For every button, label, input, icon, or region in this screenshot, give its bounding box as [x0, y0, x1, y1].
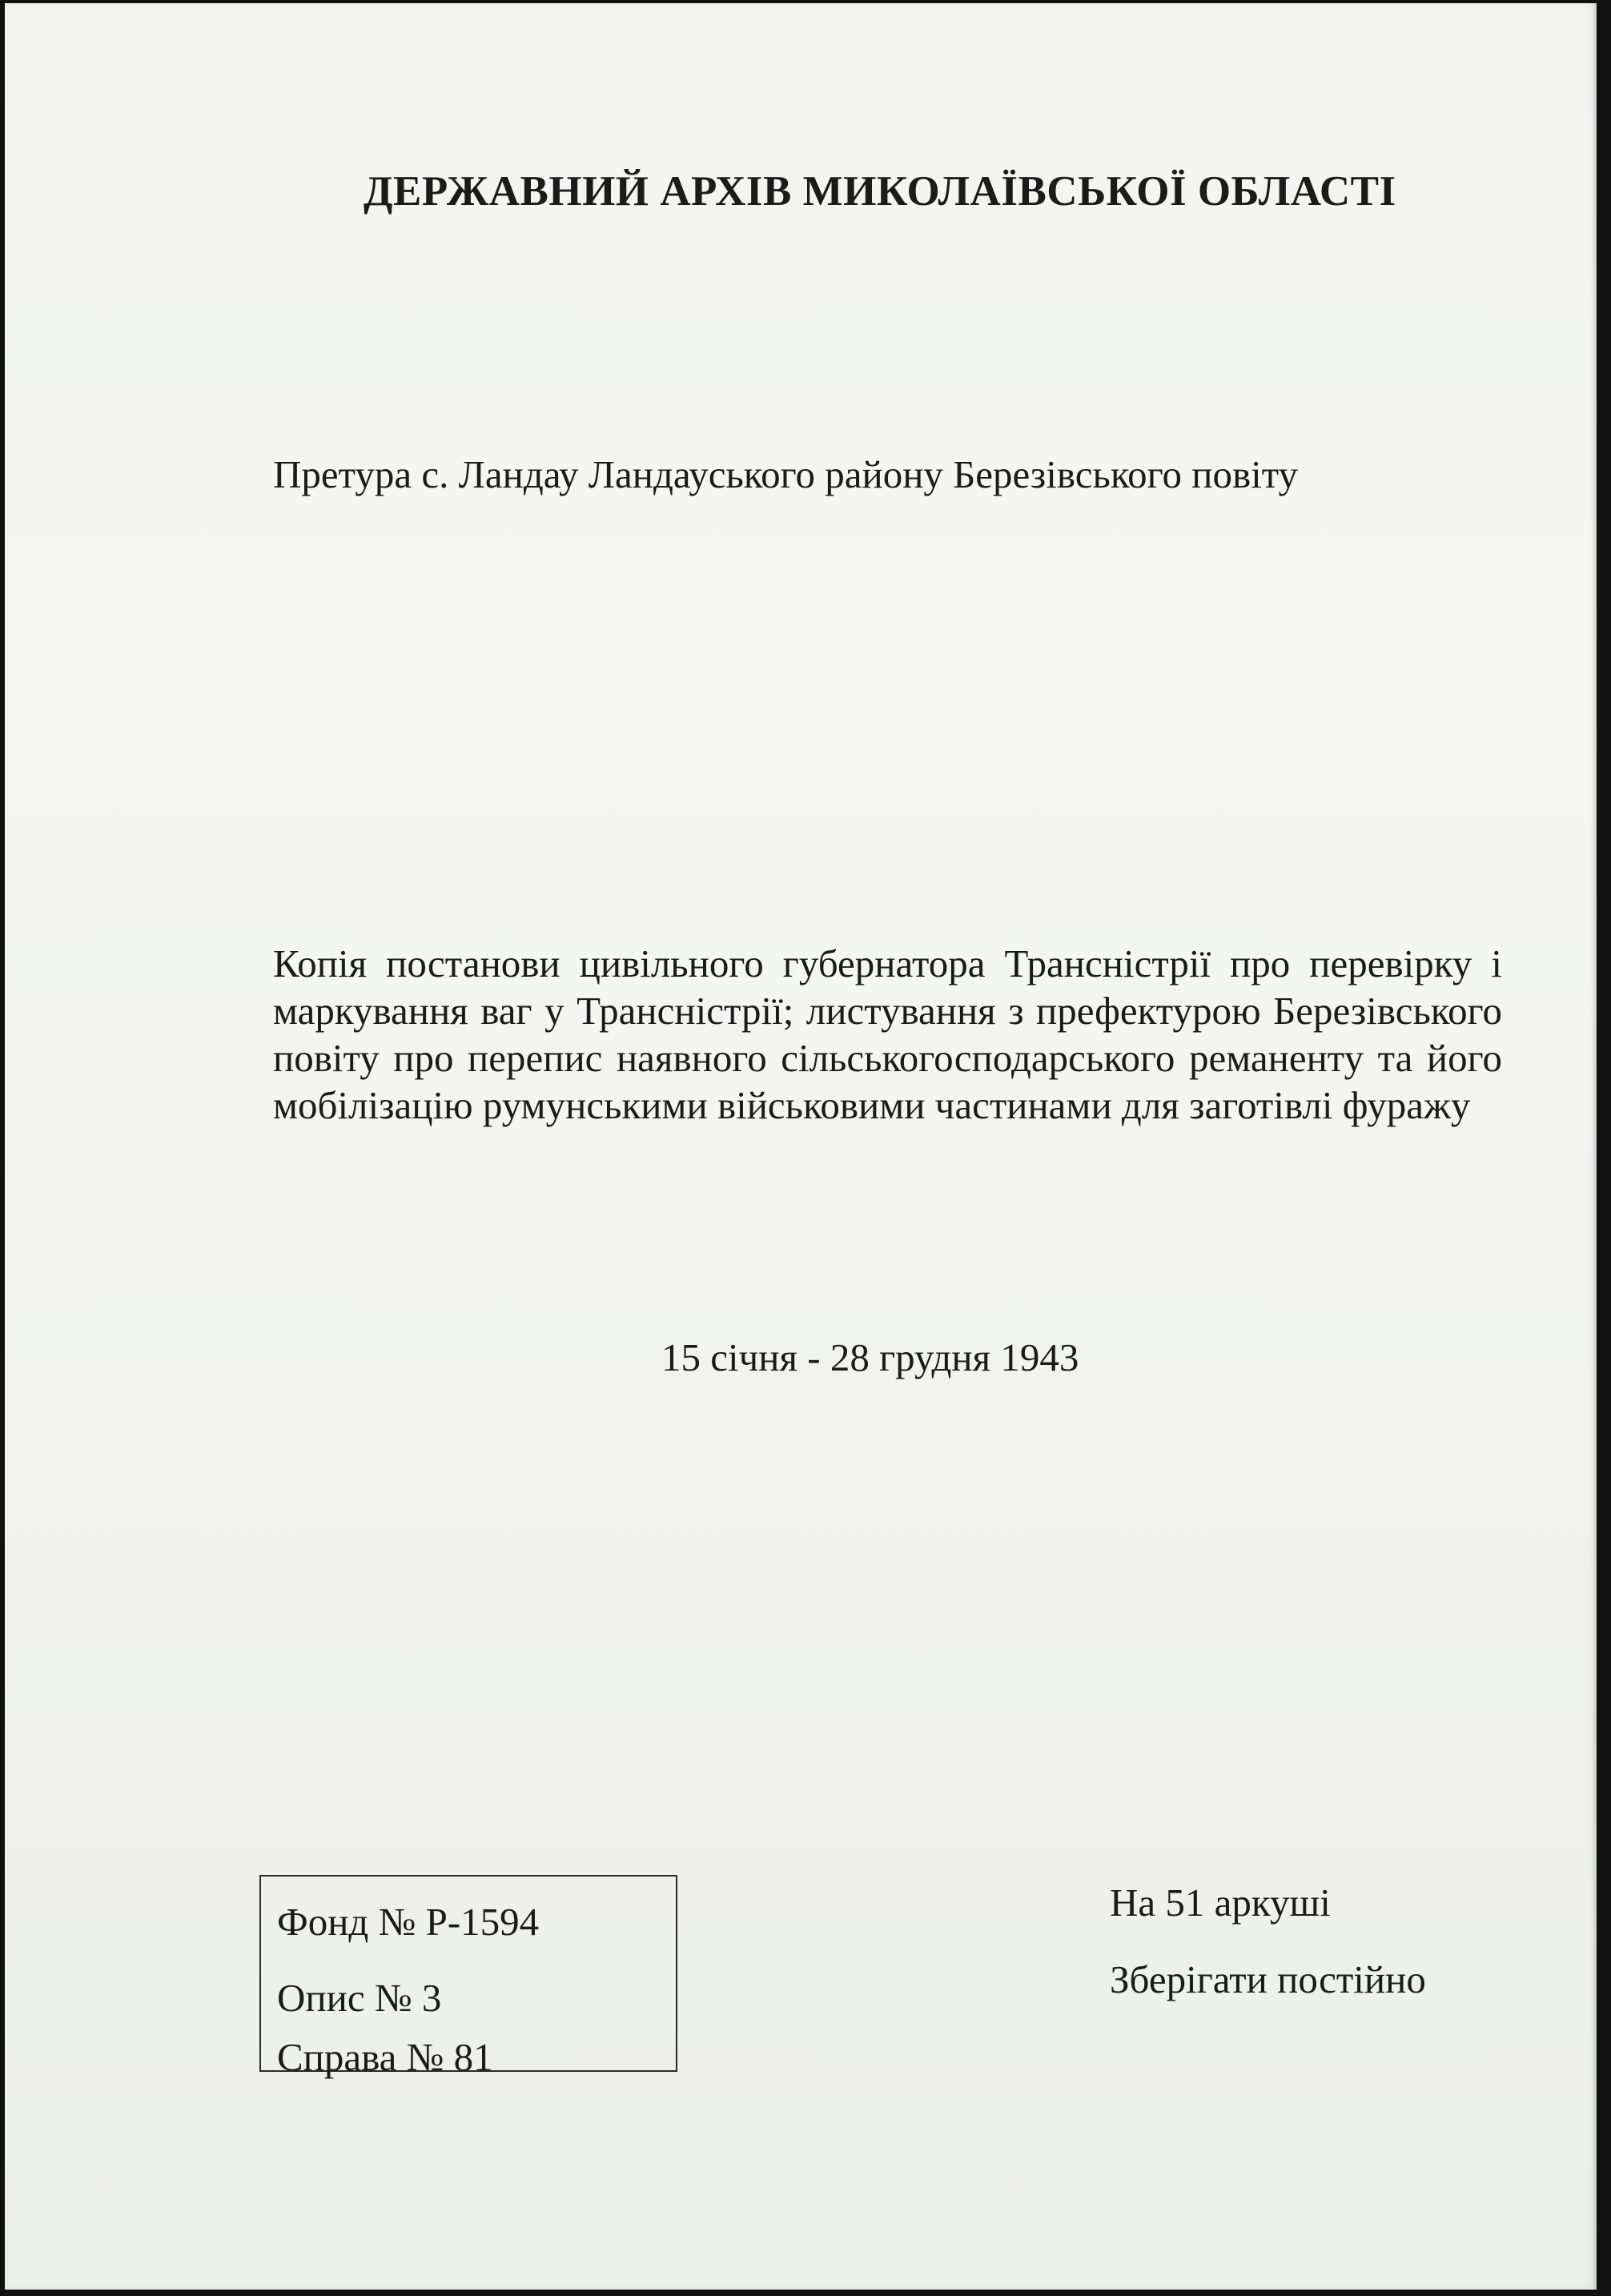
archive-reference-box: [259, 1875, 677, 2079]
document-sheet: [5, 3, 1597, 2290]
archive-title: ДЕРЖАВНИЙ АРХІВ МИКОЛАЇВСЬКОЇ ОБЛАСТІ: [364, 168, 1396, 215]
fond-number: Фонд № Р-1594: [277, 1900, 540, 1944]
storage-term: Зберігати постійно: [1110, 1957, 1426, 2001]
sprava-number: Справа № 81: [277, 2035, 493, 2079]
sheet-edge-shadow: [1592, 3, 1597, 2290]
date-range: 15 січня - 28 грудня 1943: [661, 1335, 1079, 1379]
opys-number: Опис № 3: [277, 1976, 442, 2020]
sheets-count: На 51 аркуші: [1110, 1881, 1331, 1925]
file-description: Копія постанови цивільного губернатора Трансністрії про перевірку і маркування ваг у Трансністрії; листування з префектурою Березівського повіту про перепис наявного сільськогосподарського реманенту та його мобілізацію румунськими військовими частинами для заготівлі фуражу: [273, 941, 1502, 1127]
organization-name: Претура с. Ландау Ландауського району Березівського повіту: [273, 452, 1299, 496]
